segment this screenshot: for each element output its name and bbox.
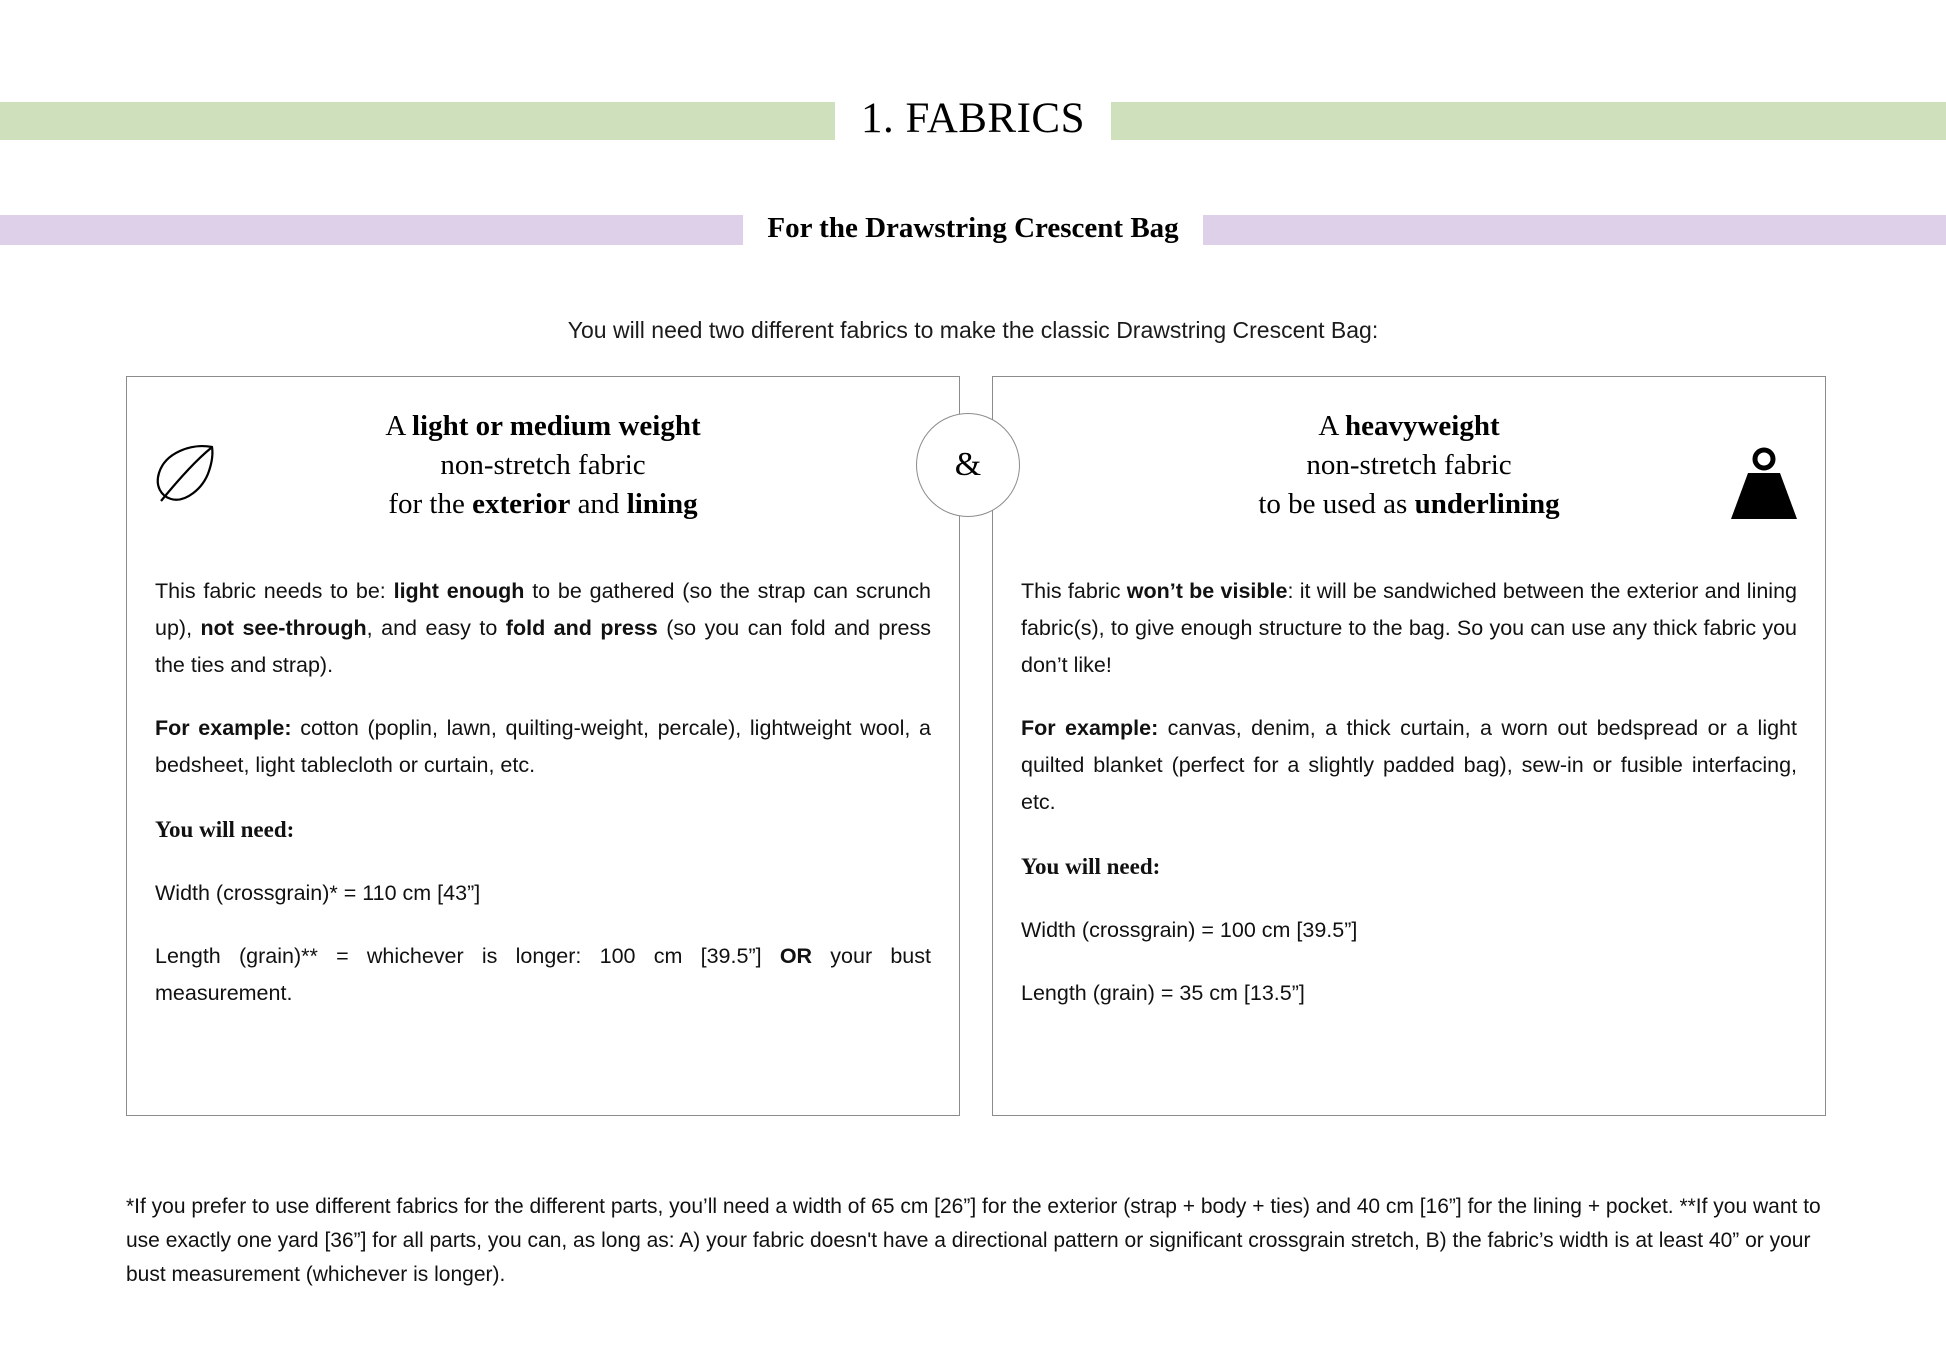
left-box-heading bbox=[155, 403, 931, 553]
lp1e: , and easy to bbox=[366, 615, 506, 640]
title-band-bar-left bbox=[0, 102, 835, 140]
lp2-label: For example: bbox=[155, 715, 292, 740]
right-paragraph-requirements bbox=[1021, 573, 1797, 684]
lp1f: fold and press bbox=[505, 615, 658, 640]
lnl2c: your bust measurement. bbox=[155, 944, 931, 1006]
right-heading-bold: heavyweight bbox=[1344, 410, 1500, 442]
leaf-icon bbox=[151, 441, 221, 518]
subtitle-band-bar-right bbox=[1203, 215, 1946, 245]
right-heading-prefix: A bbox=[1318, 410, 1345, 442]
left-paragraph-requirements bbox=[155, 573, 931, 684]
right-paragraph-examples bbox=[1021, 710, 1797, 821]
lp1c: to be gathered (so the strap can scrunch up), bbox=[155, 579, 931, 640]
right-heading-line-2: non-stretch fabric bbox=[1306, 448, 1512, 481]
right-need-heading: You will need: bbox=[1021, 853, 1161, 879]
right-box-body bbox=[1021, 573, 1797, 1012]
left-heading-line-2: non-stretch fabric bbox=[440, 448, 646, 481]
right-heading-l3-bold: underlining bbox=[1414, 487, 1560, 520]
left-heading-line-3 bbox=[215, 485, 871, 524]
left-heading-l3-bold1: exterior bbox=[472, 487, 571, 520]
rp1a: This fabric bbox=[1021, 579, 1127, 603]
right-heading-l3-prefix: to be used as bbox=[1258, 487, 1415, 520]
ampersand-connector: & bbox=[916, 413, 1020, 517]
left-need-length bbox=[155, 938, 931, 1012]
weight-icon bbox=[1723, 447, 1805, 534]
left-heading-l3-prefix: for the bbox=[388, 487, 473, 520]
subtitle-band-bar-left bbox=[0, 215, 743, 245]
right-need-width: Width (crossgrain) = 100 cm [39.5”] bbox=[1021, 918, 1358, 943]
right-box-heading bbox=[1021, 403, 1797, 553]
rp1c: : it will be sandwiched between the exterior and lining fabric(s), to give enough structure to the bag. So you can use any thick fabric you don’t like! bbox=[1021, 579, 1797, 677]
lnl2b: OR bbox=[779, 944, 813, 969]
left-heading-l3-bold2: lining bbox=[626, 487, 698, 520]
section-title-band bbox=[0, 94, 1946, 142]
rp2-label: For example: bbox=[1021, 715, 1159, 740]
rp1b: won’t be visible bbox=[1126, 579, 1288, 603]
left-need-width: Width (crossgrain)* = 110 cm [43”] bbox=[155, 881, 481, 906]
left-box-body bbox=[155, 573, 931, 1012]
page-title: 1. FABRICS bbox=[860, 94, 1086, 142]
left-heading-line-1 bbox=[215, 407, 871, 446]
lp2-text: cotton (poplin, lawn, quilting-weight, percale), lightweight wool, a bedsheet, light tablecloth or curtain, etc. bbox=[155, 715, 931, 777]
left-heading-prefix: A bbox=[385, 410, 412, 442]
title-band-bar-right bbox=[1111, 102, 1946, 140]
left-heading-l3-mid: and bbox=[570, 487, 627, 520]
footnote-text: *If you prefer to use different fabrics for the different parts, you’ll need a width of 65 cm [26”] for the exterior (strap + body + ties) and 40 cm [16”] for the lining + pocket. **If you want to use exactly one yard [36”] for all parts, you can, as long as: A) your fabric doesn't have a directional pattern or significant crossgrain stretch, B) the fabric’s width is at least 40” or your bust measurement (whichever is longer). bbox=[126, 1195, 1821, 1287]
left-heading-bold: light or medium weight bbox=[411, 410, 701, 442]
fabric-box-light-medium bbox=[126, 376, 960, 1116]
lp1a: This fabric needs to be: bbox=[155, 579, 394, 603]
subtitle: For the Drawstring Crescent Bag bbox=[767, 211, 1179, 244]
fabric-box-heavyweight bbox=[992, 376, 1826, 1116]
lp1g: (so you can fold and press the ties and strap). bbox=[155, 615, 931, 677]
left-paragraph-examples bbox=[155, 710, 931, 784]
subtitle-band bbox=[0, 211, 1946, 245]
lp1d: not see-through bbox=[200, 615, 367, 640]
left-need-heading: You will need: bbox=[155, 816, 295, 842]
right-heading-line-3 bbox=[1081, 485, 1737, 524]
lp1b: light enough bbox=[393, 579, 525, 603]
right-heading-line-1 bbox=[1081, 407, 1737, 446]
right-need-length: Length (grain) = 35 cm [13.5”] bbox=[1021, 981, 1305, 1006]
rp2-text: canvas, denim, a thick curtain, a worn out bedspread or a light quilted blanket (perfect for a slightly padded bag), sew-in or fusible interfacing, etc. bbox=[1021, 715, 1797, 814]
lnl2a: Length (grain)** = whichever is longer: 100 cm [39.5”] bbox=[155, 944, 780, 969]
intro-text: You will need two different fabrics to make the classic Drawstring Crescent Bag: bbox=[567, 317, 1379, 343]
